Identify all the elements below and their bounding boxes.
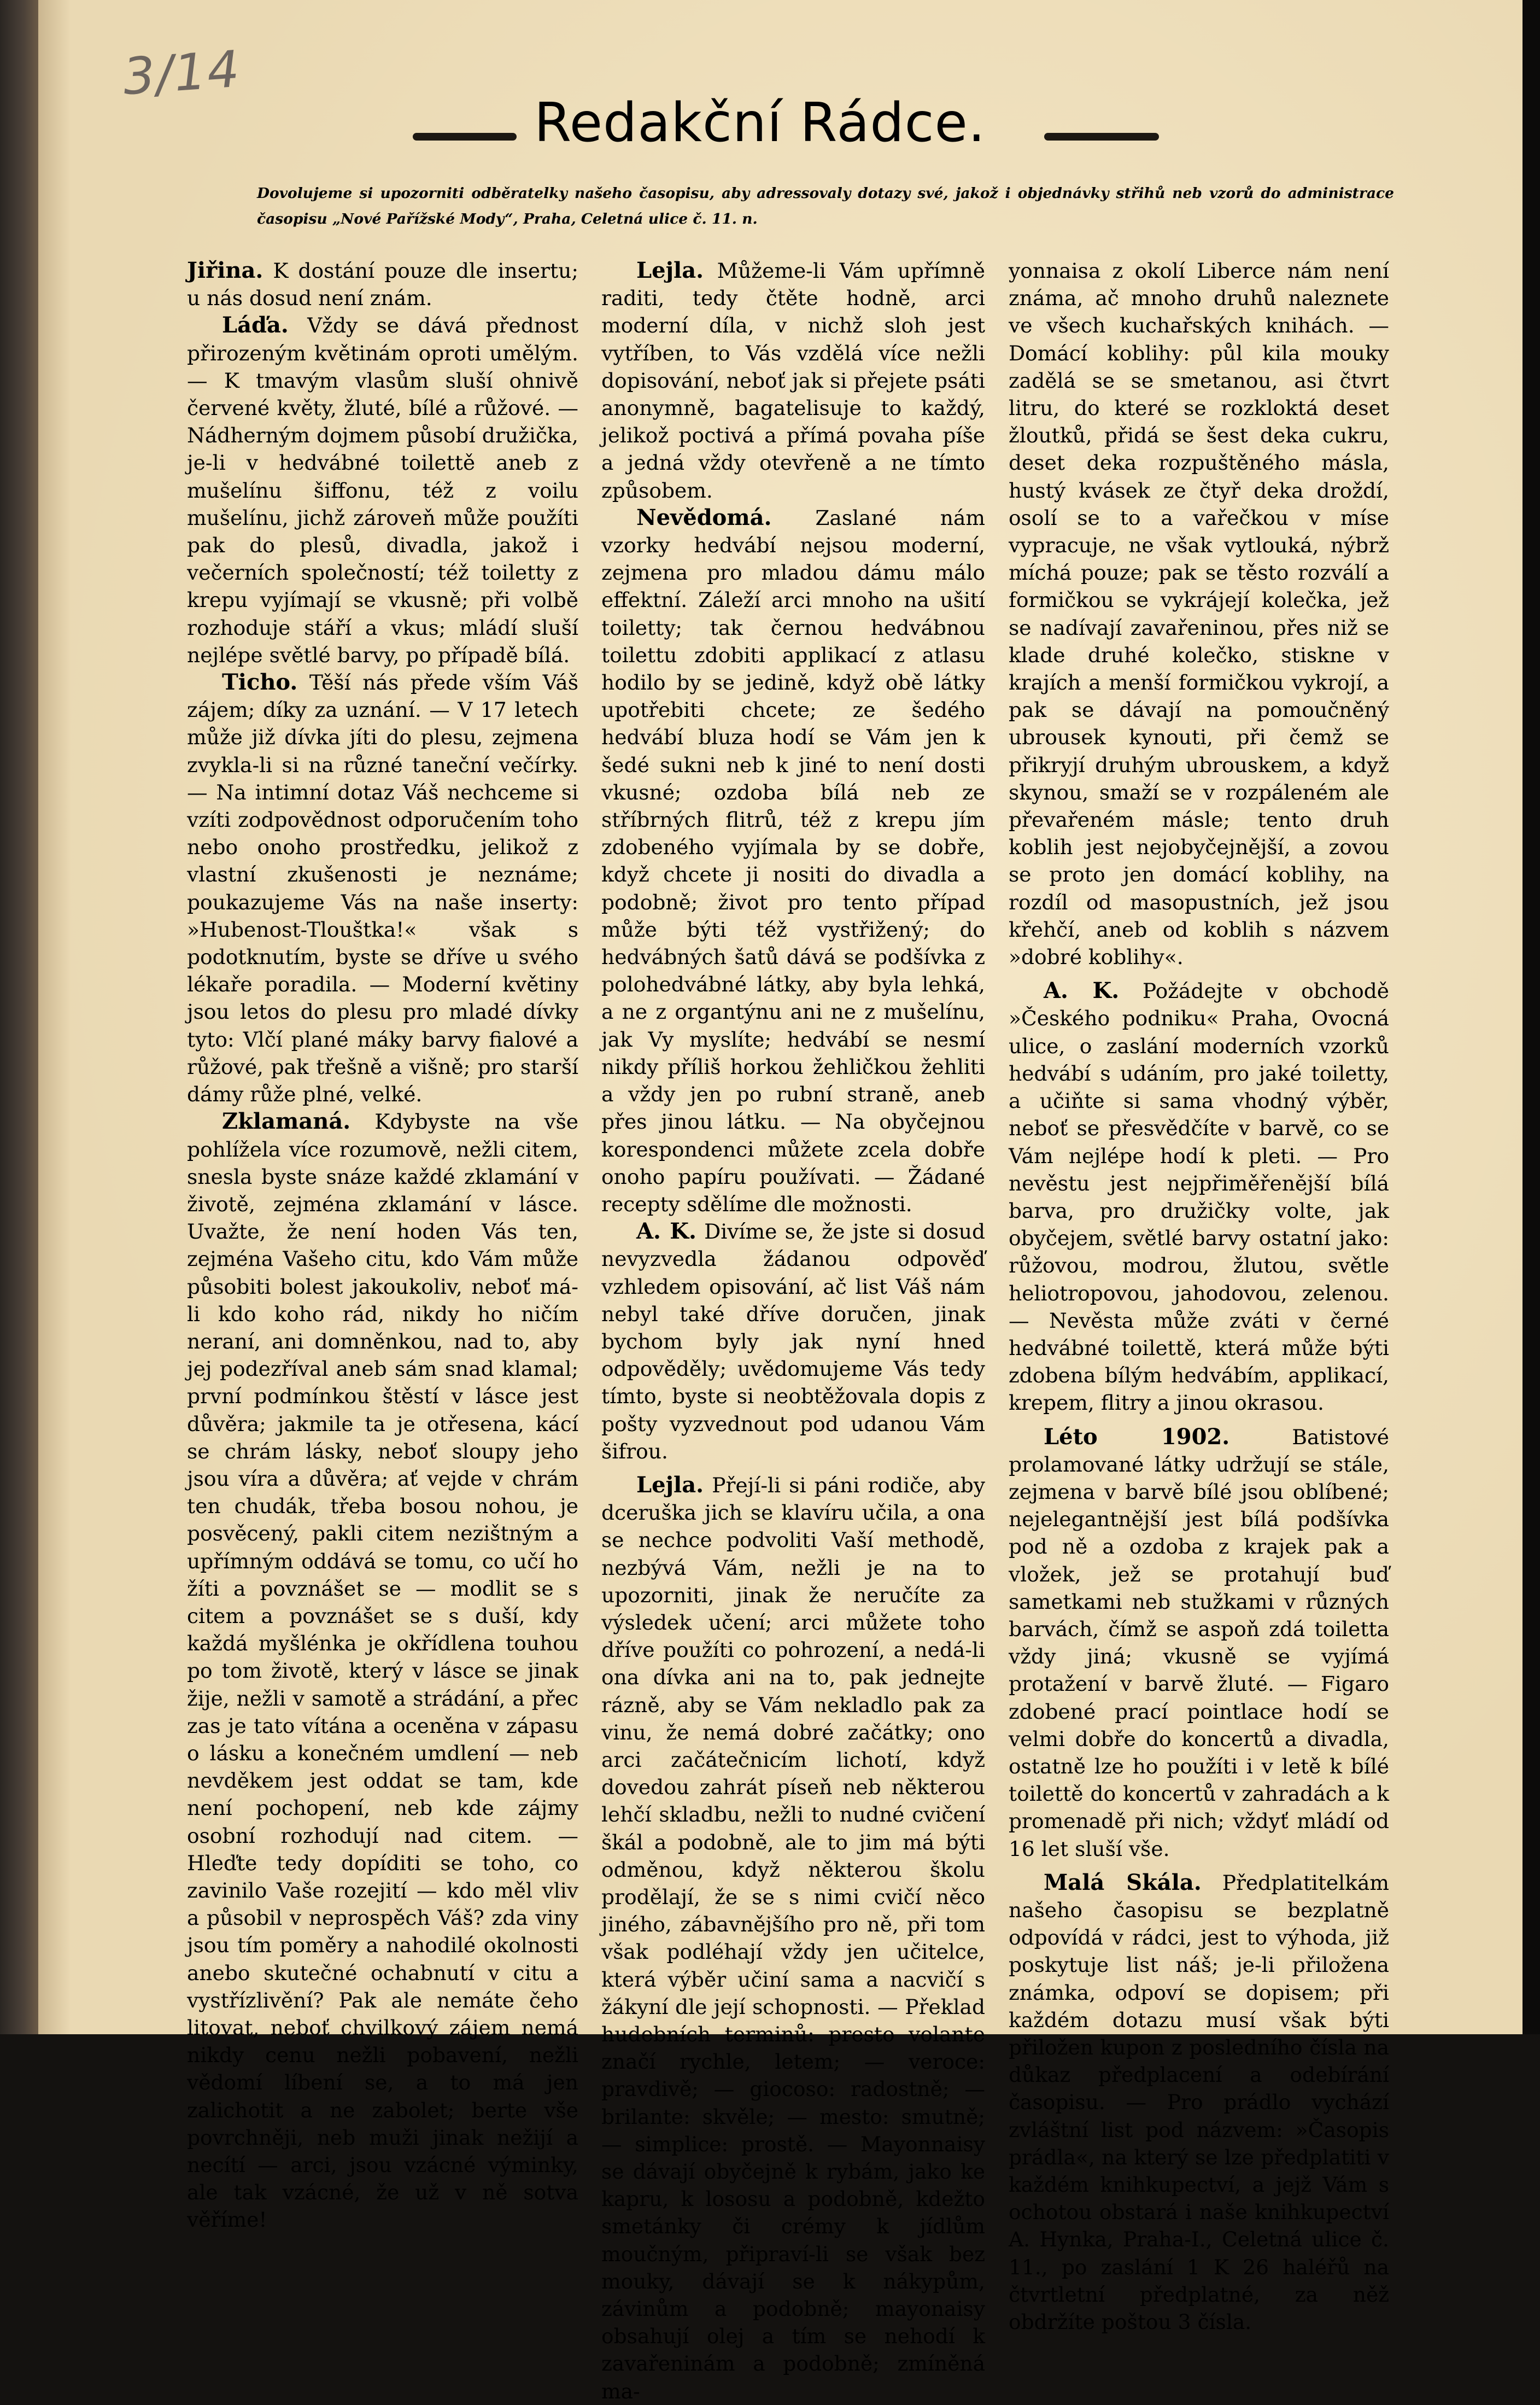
addressee: A. K.: [636, 1218, 696, 1245]
page-title: Redakční Rádce.: [534, 92, 986, 154]
reply-text: Přejí-li si páni rodiče, aby dceruška jich se klavíru učila, a ona se nechce podvoliti Vaší methodě, nezbývá Vám, nežli je na to upozorniti, jinak že neručíte za výsledek učení; arci můžete toho dříve použíti co pohrození, a nedá-li ona dívka ani na to, pak jednejte rázně, aby se Vám nekladlo pak za vinu, že nemá dobré začátky; ono arci začátečnicím lichotí, když dovedou zahrát píseň neb některou lehčí skladbu, nežli to nudné cvičení škál a podobně, ale to jim má býti odměnou, když některou školu prodělají, že se s nimi cvičí něco jiného, zábavnějšího pro ně, při tom však podléhají vždy jen učitelce, která výběr učiní sama a nacvičí s žákyní dle její schopnosti. — Překlad hudebních terminů: presto volante značí rychle, letem; — veroce: pravdivě; — giocoso: radostně; — brilante: skvěle; — mesto: smutně; — simplice: prostě. — Mayonnaisy se dávají obyčejně k rybám, jako ke kapru, k lososu a podobně, kdežto smetánky či crémy k jídlům moučným, připraví-li se však bez mouky, dávají se k nákypům, závinům a podobně; mayonaisy obsahují olej a tím se nehodí k zavařeninám a podobně; zmíněná ma-: [601, 1473, 985, 2403]
reply-text: Těší nás přede vším Váš zájem; díky za uznání. — V 17 letech může již dívka jíti do plesu, zejmena zvykla-li si na různé taneční večírky. — Na intimní dotaz Váš nechceme si vzíti zodpovědnost odporučením toho nebo onoho prostředku, jelikož z vlastní zkušenosti je neznáme; poukazujeme Vás na naše inserty: »Hubenost-Tlouštka!« však s podotknutím, byste se dříve u svého lékaře poradila. — Moderní květiny jsou letos do plesu pro mladé dívky tyto: Vlčí plané máky barvy fialové a růžové, pak třešně a višně; pro starší dámy růže plné, velké.: [187, 670, 578, 1107]
letter-entry: [601, 1218, 985, 1465]
addressee: Jiřina.: [187, 258, 264, 283]
letter-entry: [1009, 977, 1389, 1416]
scan-background-edge: [1523, 0, 1540, 2034]
pencil-annotation: 3/14: [121, 39, 243, 107]
reply-text: Předplatitelkám našeho časopisu se bezplatně odpovídá v rádci, jest to výhoda, již poskytuje list náš; je-li přiložena známka, odpoví se dopisem; při každém dotazu musí však býti přiložen kupon z posledního čísla na důkaz předplacení a odebírání časopisu. — Pro prádlo vychází zvláštní list pod názvem: »Časopis prádla«, na který se lze předplatiti v každém knihkupectví, a jejž Vám s ochotou obstará i naše knihkupectví A. Hynka, Praha-I., Celetná ulice č. 11., po zaslání 1 K 26 haléřů na čtvrtletní předplatné, za něž obdržíte poštou 3 čísla.: [1009, 1870, 1389, 2334]
letter-entry: [187, 669, 578, 1108]
letter-entry: [187, 257, 578, 312]
heading-rule-right: [1044, 133, 1159, 141]
addressee: Malá Skála.: [1044, 1869, 1202, 1895]
letter-entry: [601, 257, 985, 504]
reply-text: Batistové prolamované látky udržují se stále, zejmena v barvě bílé jsou oblíbené; nejelegantnější jest bílá podšívka pod ně a ozdoba z krajek pak a vložek, jež se protahují buď sametkami neb stužkami v různých barvách, čímž se aspoň zdá toiletta vždy jiná; vkusně se vyjímá protažení v barvě žluté. — Figaro zdobené prací pointlace hodí se velmi dobře do koncertů a divadla, ostatně lze ho použíti i v letě k bílé toilettě do koncertů v zahradách a k promenadě při nich; vždyť mládí od 16 let sluší vše.: [1009, 1425, 1389, 1861]
heading: [361, 85, 1159, 161]
reply-text: Můžeme-li Vám upřímně raditi, tedy čtěte hodně, arci moderní díla, v nichž sloh jest vytříben, to Vás vzdělá více nežli dopisování, neboť jak si přejete psáti anonymně, bagatelisuje to každý, jelikož poctivá a přímá povaha píše a jedná vždy otevřeně a ne tímto způsobem.: [601, 259, 985, 503]
letter-entry: [1009, 1423, 1389, 1863]
reply-text: Divíme se, že jste si dosud nevyzvedla žádanou odpověď vzhledem opisování, ač list Váš nám nebyl také dříve doručen, jinak bychom byly jak nyní hned odpověděly; uvědomujeme Vás tedy tímto, byste si neobtěžovala dopis z pošty vyzvednout pod udanou Vám šifrou.: [601, 1219, 986, 1463]
reply-text: Požádejte v obchodě »Českého podniku« Praha, Ovocná ulice, o zaslání moderních vzorků hedvábí s udáním, pro jaké toiletty, a učiňte si sama vhodný výběr, neboť se přesvědčíte v barvě, co se Vám nejlépe hodí k pleti. — Pro nevěstu jest nejpřiměřenější bílá barva, pro družičky volte, jak obyčejem, světlé barvy ostatní jako: růžovou, modrou, žlutou, světle heliotropovou, jahodovou, zelenou. — Nevěsta může zváti v černé hedvábné toilettě, která může býti zdobena bílým hedvábím, applikací, krepem, flitry a jinou okrasou.: [1009, 979, 1389, 1415]
column-3: [1009, 257, 1389, 2336]
addressee: A. K.: [1044, 978, 1120, 1004]
subscriber-notice: Dovolujeme si upozorniti odběratelky našeho časopisu, aby adressovaly dotazy své, jakož i objednávky střihů neb vzorů do administrace časopisu „Nové Pařížské Mody“, Praha, Celetná ulice č. 11. n.: [257, 185, 1394, 227]
addressee: Zklamaná.: [222, 1108, 351, 1135]
letter-entry: [187, 312, 578, 669]
letter-continuation: [1009, 257, 1389, 971]
addressee: Láďa.: [222, 312, 289, 338]
reply-text: Zaslané nám vzorky hedvábí nejsou moderní, zejmena pro mladou dámu málo effektní. Záleží arci mnoho na ušití toiletty; tak černou hedvábnou toilettu zdobiti applikací z atlasu hodilo by se jedině, když obě látky upotřebiti chcete; ze šedého hedvábí bluza hodí se Vám jen k šedé sukni neb k jiné to není dosti vkusné; ozdoba bílá neb ze stříbrných flitrů, též z krepu jím zdobeného vyjímala by se dobře, když chcete ji nositi do divadla a podobně; život pro tento případ může býti též vystřižený; do hedvábných šatů dává se podšívka z polohedvábné látky, aby byla lehká, a ne z organtýnu ani ne z mušelínu, jak Vy myslíte; hedvábí se nesmí nikdy příliš horkou žehličkou žehliti a vždy jen po rubní straně, aneb přes jinou látku. — Na obyčejnou korespondenci můžete zcela dobře onoho papíru používati. — Žádané recepty sdělíme dle možnosti.: [601, 505, 985, 1216]
addressee: Lejla.: [636, 258, 704, 283]
reply-text: Kdybyste na vše pohlížela více rozumově, nežli citem, snesla byste snáze každé zklamání v životě, zejména zklamání v lásce. Uvažte, že není hoden Vás ten, zejména Vašeho citu, kdo Vám může působiti bolest jakoukoliv, neboť má-li kdo koho rád, nikdy ho ničím neraní, ani domněnkou, nad to, aby jej podezříval aneb sám snad klamal; první podmínkou štěstí v lásce jest důvěra; jakmile ta je otřesena, kácí se chrám lásky, neboť sloupy jeho jsou víra a důvěra; ať vejde v chrám ten chudák, třeba bosou nohou, je posvěcený, pakli citem nezištným a upřímným oddává se tomu, co učí ho žíti a povznášet se — modlit se s citem a povznášet se s duší, kdy každá myšlénka je okřídlena touhou po tom životě, který v lásce se jinak žije, nežli v samotě a strádání, a přec zas je tato vítána a oceněna v zápasu o lásku a konečném umdlení — neb nevděkem jest oddat se tam, kde není pochopení, neb kde zájmy osobní rozhodují nad citem. — Hleďte tedy dopíditi se toho, co zavinilo Vaše rozejití — kdo měl vliv a působil v neprospěch Váš? zda viny jsou tím poměry a nahodilé okolnosti anebo skutečné ochabnutí v citu a vystřízlivění? Pak ale nemáte čeho litovat, neboť chvilkový zájem nemá nikdy cenu nežli pobavení, nežli vědomí líbení se, a to má jen zalichotit a ne zabolet; berte vše povrchněji, neb muži jinak nežijí a necítí — arci, jsou vzácné výminky, ale tak vzácné, že už v ně sotva věříme!: [187, 1110, 578, 2232]
column-2: [601, 257, 985, 2405]
letter-entry: [1009, 1869, 1389, 2336]
addressee: Lejla.: [636, 1472, 704, 1498]
letter-entry: [601, 1472, 985, 2405]
reply-text: K dostání pouze dle insertu; u nás dosud není znám.: [187, 259, 578, 311]
column-1: [187, 257, 578, 2234]
addressee: Léto 1902.: [1044, 1423, 1230, 1450]
letter-entry: [187, 1108, 578, 2233]
addressee: Ticho.: [222, 669, 298, 696]
reply-text: yonnaisa z okolí Liberce nám není známa, ač mnoho druhů naleznete ve všech kuchařských knihách. — Domácí koblihy: půl kila mouky zadělá se se smetanou, asi čtvrt litru, do které se rozkloktá deset žloutků, přidá se šest deka cukru, deset deka rozpuštěného másla, hustý kvásek ze čtyř deka droždí, osolí se to a vařečkou v míse vypracuje, ne však vytlouká, nýbrž míchá pouze; pak se těsto rozválí a formičkou se vykrájejí kolečka, jež se nadívají zavařeninou, přes niž se klade druhé kolečko, stiskne v krajích a menší formičkou vykrojí, a pak se dávají na pomoučněný ubrousek kynouti, při čemž se přikryjí druhým ubrouskem, a když skynou, smaží se v rozpáleném ale převařeném másle; tento druh koblih jest nejobyčejnější, a zovou se proto jen domácí koblihy, na rozdíl od masopustních, jež jsou křehčí, aneb od koblih s názvem »dobré koblihy«.: [1009, 259, 1389, 970]
letter-entry: [601, 504, 985, 1218]
addressee: Nevědomá.: [636, 504, 772, 530]
binding-edge: [0, 0, 38, 2034]
reply-text: Vždy se dává přednost přirozeným květinám oproti umělým. — K tmavým vlasům sluší ohnivě červené květy, žluté, bílé a růžové. — Nádherným dojmem působí družička, je-li v hedvábné toilettě aneb z mušelínu šiffonu, též z voilu mušelínu, jichž zároveň může použíti pak do plesů, divadla, jakož i večerních společností; též toiletty z krepu vyjímají se vkusně; při volbě rozhoduje stáří a vkus; mládí sluší nejlépe světlé barvy, po případě bílá.: [187, 313, 578, 667]
